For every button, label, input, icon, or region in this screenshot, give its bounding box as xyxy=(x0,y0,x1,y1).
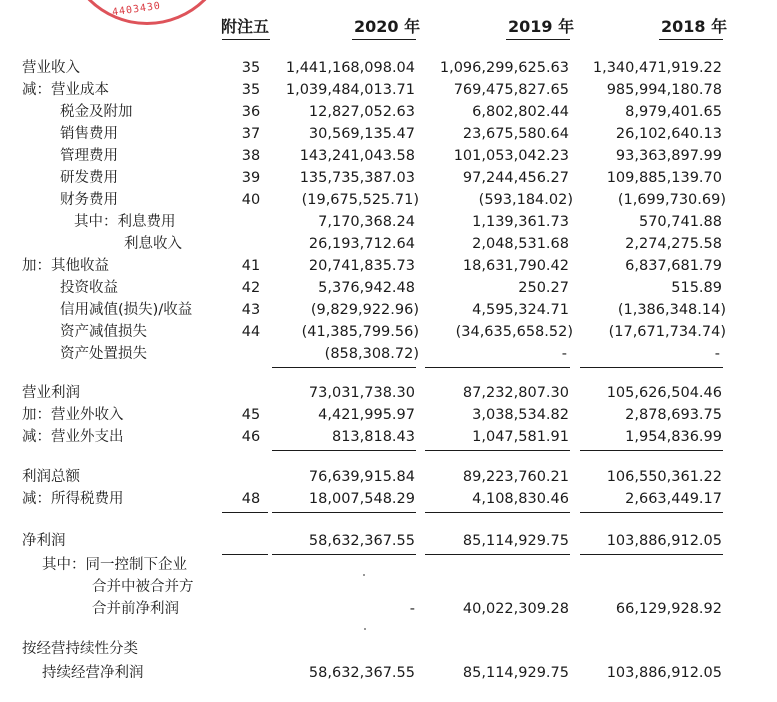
value-2018: 2,274,275.58 xyxy=(625,236,722,252)
row-label: 加：营业外收入 xyxy=(22,407,124,423)
row-label: 其中：同一控制下企业 xyxy=(42,557,187,573)
subtotal-rule-2019 xyxy=(425,367,570,368)
row-note: 46 xyxy=(241,429,261,445)
value-2020: (858,308.72) xyxy=(324,346,419,362)
value-2018: 2,878,693.75 xyxy=(625,407,722,423)
header-note: 附注五 xyxy=(221,17,270,36)
value-2020: (19,675,525.71) xyxy=(301,192,419,208)
value-2019: 1,096,299,625.63 xyxy=(439,60,569,76)
value-2019: 4,108,830.46 xyxy=(472,491,569,507)
value-2019: 23,675,580.64 xyxy=(462,126,569,142)
row-note: 44 xyxy=(241,324,261,340)
subtotal-rule-2018 xyxy=(580,450,723,451)
header-2018-underline xyxy=(659,39,723,40)
value-2020: 12,827,052.63 xyxy=(308,104,415,120)
value-2018: 8,979,401.65 xyxy=(625,104,722,120)
row-note: 35 xyxy=(241,82,261,98)
row-note: 40 xyxy=(241,192,261,208)
row-label: 其中：利息费用 xyxy=(74,214,176,230)
row-selling-expenses xyxy=(0,124,777,145)
row-total-profit xyxy=(0,467,777,488)
header-2020: 2020 年 xyxy=(354,17,421,36)
row-operating-cost xyxy=(0,80,777,101)
row-label: 资产处置损失 xyxy=(60,346,147,362)
scan-speck xyxy=(364,628,366,630)
value-2018: 1,340,471,919.22 xyxy=(592,60,722,76)
row-label: 营业收入 xyxy=(22,60,80,76)
value-2018: 93,363,897.99 xyxy=(615,148,722,164)
value-2018: 105,626,504.46 xyxy=(606,385,722,401)
value-2018: 26,102,640.13 xyxy=(615,126,722,142)
row-note: 39 xyxy=(241,170,261,186)
value-2018: - xyxy=(714,346,720,362)
row-note: 43 xyxy=(241,302,261,318)
value-2019: (34,635,658.52) xyxy=(455,324,573,340)
row-label: 销售费用 xyxy=(60,126,118,142)
header-2018: 2018 年 xyxy=(661,17,728,36)
value-2020: 143,241,043.58 xyxy=(299,148,415,164)
row-investment-income xyxy=(0,278,777,299)
value-2018: 109,885,139.70 xyxy=(606,170,722,186)
value-2018: 1,954,836.99 xyxy=(625,429,722,445)
value-2019: (593,184.02) xyxy=(478,192,573,208)
value-2020: 58,632,367.55 xyxy=(308,533,415,549)
subtotal-rule-2019 xyxy=(425,450,570,451)
row-label: 按经营持续性分类 xyxy=(22,641,138,657)
value-2020: 813,818.43 xyxy=(331,429,415,445)
value-2018: 103,886,912.05 xyxy=(606,665,722,681)
value-2019: 6,802,802.44 xyxy=(472,104,569,120)
header-2020-underline xyxy=(352,39,416,40)
value-2020: 1,441,168,098.04 xyxy=(285,60,415,76)
value-2019: 769,475,827.65 xyxy=(453,82,569,98)
row-interest-expense xyxy=(0,212,777,233)
row-label: 营业利润 xyxy=(22,385,80,401)
row-same-control-line1 xyxy=(0,555,777,576)
row-note: 37 xyxy=(241,126,261,142)
value-2020: (9,829,922.96) xyxy=(310,302,419,318)
row-asset-disposal-loss xyxy=(0,344,777,365)
row-by-continuity-heading xyxy=(0,639,777,660)
value-2018: 2,663,449.17 xyxy=(625,491,722,507)
value-2018: 570,741.88 xyxy=(638,214,722,230)
value-2019: 250.27 xyxy=(518,280,569,296)
row-note: 36 xyxy=(241,104,261,120)
value-2020: 18,007,548.29 xyxy=(308,491,415,507)
value-2019: 4,595,324.71 xyxy=(472,302,569,318)
value-2020: 26,193,712.64 xyxy=(308,236,415,252)
row-note: 48 xyxy=(241,491,261,507)
row-label: 信用减值(损失)/收益 xyxy=(60,302,193,318)
value-2018: (1,386,348.14) xyxy=(617,302,726,318)
row-label: 减：营业成本 xyxy=(22,82,109,98)
subtotal-rule-2020 xyxy=(272,450,416,451)
seal-number: 4403430 xyxy=(111,0,162,19)
row-label: 利息收入 xyxy=(124,236,182,252)
value-2020: 76,639,915.84 xyxy=(308,469,415,485)
row-label: 资产减值损失 xyxy=(60,324,147,340)
row-continuing-net-profit xyxy=(0,663,777,684)
value-2019: 87,232,807.30 xyxy=(462,385,569,401)
row-interest-income xyxy=(0,234,777,255)
row-non-operating-income xyxy=(0,405,777,426)
subtotal-rule-2018 xyxy=(580,512,723,513)
row-taxes-surcharges xyxy=(0,102,777,123)
row-label: 税金及附加 xyxy=(60,104,133,120)
value-2020: 1,039,484,013.71 xyxy=(285,82,415,98)
header-note-underline xyxy=(222,39,270,40)
value-2020: - xyxy=(409,601,415,617)
row-admin-expenses xyxy=(0,146,777,167)
row-label: 减：所得税费用 xyxy=(22,491,124,507)
row-label: 减：营业外支出 xyxy=(22,429,124,445)
row-net-profit xyxy=(0,531,777,552)
value-2019: 85,114,929.75 xyxy=(462,533,569,549)
row-note: 42 xyxy=(241,280,261,296)
row-rnd-expenses xyxy=(0,168,777,189)
value-2020: 20,741,835.73 xyxy=(308,258,415,274)
row-note: 45 xyxy=(241,407,261,423)
row-label: 加：其他收益 xyxy=(22,258,109,274)
row-financial-expenses xyxy=(0,190,777,211)
row-label: 净利润 xyxy=(22,533,66,549)
value-2020: 5,376,942.48 xyxy=(318,280,415,296)
row-label: 投资收益 xyxy=(60,280,118,296)
value-2019: 85,114,929.75 xyxy=(462,665,569,681)
row-label: 合并前净利润 xyxy=(92,601,179,617)
subtotal-rule-2020 xyxy=(272,367,416,368)
value-2019: 3,038,534.82 xyxy=(472,407,569,423)
subtotal-rule-2018 xyxy=(580,367,723,368)
scan-speck xyxy=(363,574,365,576)
row-label: 持续经营净利润 xyxy=(42,665,144,681)
header-2019: 2019 年 xyxy=(508,17,575,36)
value-2020: 58,632,367.55 xyxy=(308,665,415,681)
value-2018: 103,886,912.05 xyxy=(606,533,722,549)
row-note: 41 xyxy=(241,258,261,274)
row-label: 财务费用 xyxy=(60,192,118,208)
value-2019: 97,244,456.27 xyxy=(462,170,569,186)
row-note: 35 xyxy=(241,60,261,76)
row-note: 38 xyxy=(241,148,261,164)
row-operating-revenue xyxy=(0,58,777,79)
value-2020: 7,170,368.24 xyxy=(318,214,415,230)
value-2020: 4,421,995.97 xyxy=(318,407,415,423)
value-2019: - xyxy=(561,346,567,362)
row-asset-impairment xyxy=(0,322,777,343)
value-2019: 1,047,581.91 xyxy=(472,429,569,445)
subtotal-rule-note xyxy=(222,512,268,513)
value-2018: (1,699,730.69) xyxy=(617,192,726,208)
value-2019: 40,022,309.28 xyxy=(462,601,569,617)
subtotal-rule-2020 xyxy=(272,512,416,513)
row-label: 研发费用 xyxy=(60,170,118,186)
value-2019: 18,631,790.42 xyxy=(462,258,569,274)
value-2019: 89,223,760.21 xyxy=(462,469,569,485)
value-2019: 2,048,531.68 xyxy=(472,236,569,252)
value-2018: (17,671,734.74) xyxy=(608,324,726,340)
row-credit-impairment xyxy=(0,300,777,321)
value-2020: (41,385,799.56) xyxy=(301,324,419,340)
value-2018: 66,129,928.92 xyxy=(615,601,722,617)
row-same-control-line2 xyxy=(0,577,777,598)
row-non-operating-expense xyxy=(0,427,777,448)
value-2018: 985,994,180.78 xyxy=(606,82,722,98)
value-2018: 6,837,681.79 xyxy=(625,258,722,274)
row-other-income xyxy=(0,256,777,277)
row-operating-profit xyxy=(0,383,777,404)
value-2018: 515.89 xyxy=(671,280,722,296)
row-label: 管理费用 xyxy=(60,148,118,164)
value-2018: 106,550,361.22 xyxy=(606,469,722,485)
value-2020: 30,569,135.47 xyxy=(308,126,415,142)
value-2019: 1,139,361.73 xyxy=(472,214,569,230)
value-2019: 101,053,042.23 xyxy=(453,148,569,164)
row-label: 利润总额 xyxy=(22,469,80,485)
value-2020: 135,735,387.03 xyxy=(299,170,415,186)
row-income-tax xyxy=(0,489,777,510)
row-pre-merger-net-profit xyxy=(0,599,777,620)
subtotal-rule-2019 xyxy=(425,512,570,513)
value-2020: 73,031,738.30 xyxy=(308,385,415,401)
row-label: 合并中被合并方 xyxy=(92,579,194,595)
header-2019-underline xyxy=(506,39,570,40)
